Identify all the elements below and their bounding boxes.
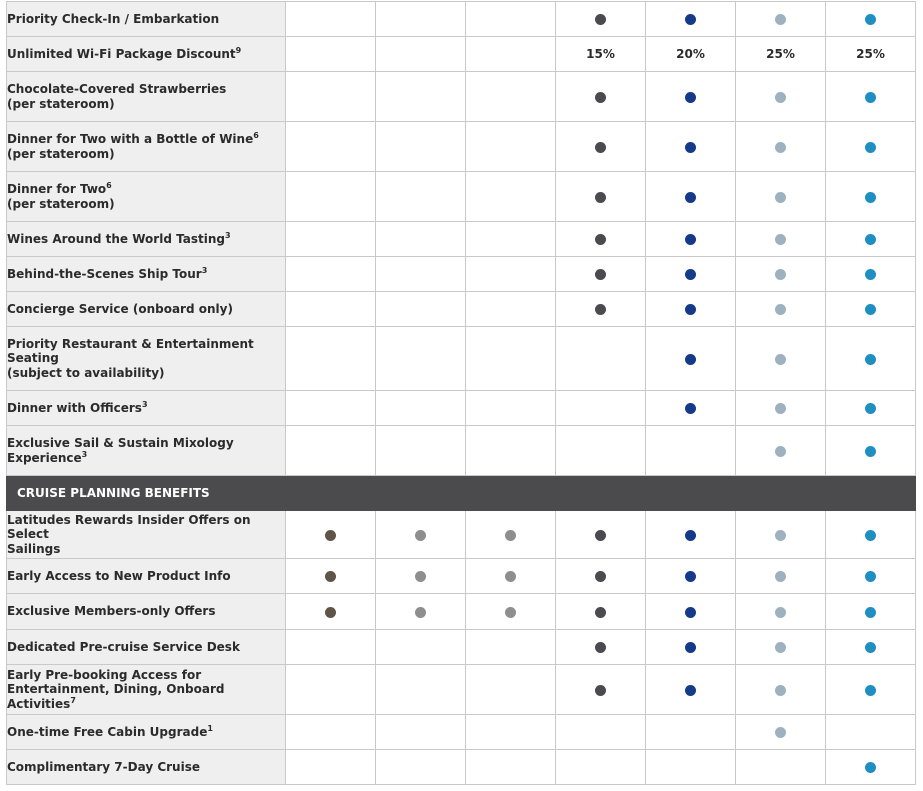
benefit-label-line <box>7 640 285 655</box>
benefit-label-text: Latitudes Rewards Insider Offers on Select <box>7 512 251 542</box>
discount-value: 25% <box>856 47 885 61</box>
benefit-label-line <box>7 267 285 282</box>
tier-cell <box>646 2 736 37</box>
tier-cell <box>646 122 736 172</box>
tier-cell <box>286 559 376 594</box>
included-dot-icon <box>865 642 876 653</box>
benefit-label <box>7 72 286 122</box>
included-dot-icon <box>865 142 876 153</box>
included-dot-icon <box>865 685 876 696</box>
included-dot-icon <box>685 304 696 315</box>
benefit-label-line <box>7 182 285 197</box>
included-dot-icon <box>775 642 786 653</box>
tier-cell <box>556 222 646 257</box>
benefit-row <box>7 630 916 665</box>
benefit-row <box>7 665 916 715</box>
included-dot-icon <box>865 269 876 280</box>
included-dot-icon <box>685 642 696 653</box>
tier-cell <box>736 72 826 122</box>
tier-cell <box>826 72 916 122</box>
included-dot-icon <box>595 685 606 696</box>
benefit-label-line <box>7 132 285 147</box>
tier-cell <box>736 630 826 665</box>
discount-value: 15% <box>586 47 615 61</box>
benefit-label-text: Behind-the-Scenes Ship Tour <box>7 266 202 281</box>
tier-cell <box>466 665 556 715</box>
included-dot-icon <box>865 304 876 315</box>
tier-cell <box>376 391 466 426</box>
included-dot-icon <box>505 530 516 541</box>
tier-cell <box>376 715 466 750</box>
tier-cell <box>466 630 556 665</box>
benefit-label <box>7 559 286 594</box>
included-dot-icon <box>775 14 786 25</box>
benefit-row <box>7 511 916 559</box>
tier-cell <box>286 37 376 72</box>
tier-cell <box>556 257 646 292</box>
tier-cell <box>646 72 736 122</box>
included-dot-icon <box>865 762 876 773</box>
tier-cell <box>646 715 736 750</box>
included-dot-icon <box>685 192 696 203</box>
tier-cell <box>826 665 916 715</box>
tier-cell <box>286 665 376 715</box>
tier-cell <box>646 327 736 391</box>
benefit-label-text: Early Access to New Product Info <box>7 568 231 583</box>
benefit-label-line <box>7 451 285 466</box>
benefit-row <box>7 750 916 785</box>
included-dot-icon <box>685 142 696 153</box>
tier-cell <box>376 750 466 785</box>
benefit-label-line <box>7 569 285 584</box>
benefit-label <box>7 594 286 630</box>
included-dot-icon <box>595 571 606 582</box>
benefit-label-text: Wines Around the World Tasting <box>7 231 225 246</box>
included-dot-icon <box>865 92 876 103</box>
benefit-label-line <box>7 682 285 711</box>
tier-cell <box>286 750 376 785</box>
benefit-label-line <box>7 760 285 775</box>
tier-cell <box>556 715 646 750</box>
included-dot-icon <box>775 269 786 280</box>
included-dot-icon <box>685 685 696 696</box>
included-dot-icon <box>325 607 336 618</box>
benefit-label-line <box>7 97 285 112</box>
benefit-label-line <box>7 436 285 451</box>
tier-cell <box>376 37 466 72</box>
included-dot-icon <box>685 234 696 245</box>
tier-cell <box>826 292 916 327</box>
benefit-label-text: Concierge Service (onboard only) <box>7 301 233 316</box>
benefit-label <box>7 222 286 257</box>
tier-cell <box>286 72 376 122</box>
tier-cell <box>556 37 646 72</box>
tier-cell <box>736 511 826 559</box>
footnote-marker: 6 <box>106 181 112 190</box>
included-dot-icon <box>775 727 786 738</box>
included-dot-icon <box>595 192 606 203</box>
tier-cell <box>466 426 556 476</box>
benefit-row <box>7 594 916 630</box>
benefit-label-text: Unlimited Wi-Fi Package Discount <box>7 46 236 61</box>
tier-cell <box>376 122 466 172</box>
benefit-label <box>7 426 286 476</box>
included-dot-icon <box>595 607 606 618</box>
benefit-label-line <box>7 542 285 557</box>
tier-cell <box>376 594 466 630</box>
tier-cell <box>826 426 916 476</box>
tier-cell <box>556 559 646 594</box>
footnote-marker: 9 <box>235 45 242 55</box>
tier-cell <box>736 172 826 222</box>
included-dot-icon <box>415 571 426 582</box>
included-dot-icon <box>865 530 876 541</box>
tier-cell <box>556 630 646 665</box>
tier-cell <box>286 327 376 391</box>
footnote-marker: 3 <box>201 265 208 275</box>
included-dot-icon <box>775 354 786 365</box>
benefit-label <box>7 172 286 222</box>
tier-cell <box>286 630 376 665</box>
tier-cell <box>646 750 736 785</box>
tier-cell <box>736 292 826 327</box>
benefit-row <box>7 327 916 391</box>
included-dot-icon <box>595 92 606 103</box>
benefit-label-text: (subject to availability) <box>7 365 165 380</box>
footnote-marker: 3 <box>141 399 148 409</box>
benefit-label <box>7 257 286 292</box>
tier-cell <box>556 511 646 559</box>
benefit-row <box>7 559 916 594</box>
tier-cell <box>556 2 646 37</box>
tier-cell <box>736 222 826 257</box>
tier-cell <box>646 665 736 715</box>
benefit-label-text: Dedicated Pre-cruise Service Desk <box>7 639 240 654</box>
included-dot-icon <box>685 403 696 414</box>
tier-cell <box>826 37 916 72</box>
tier-cell <box>736 665 826 715</box>
benefit-row <box>7 122 916 172</box>
tier-cell <box>286 222 376 257</box>
benefit-label <box>7 665 286 715</box>
tier-cell <box>286 292 376 327</box>
tier-cell <box>646 426 736 476</box>
benefit-label <box>7 122 286 172</box>
benefit-row <box>7 72 916 122</box>
included-dot-icon <box>775 234 786 245</box>
benefit-row <box>7 715 916 750</box>
benefit-label-text: Exclusive Sail & Sustain Mixology <box>7 436 234 450</box>
tier-cell <box>646 37 736 72</box>
tier-cell <box>286 511 376 559</box>
tier-cell <box>736 2 826 37</box>
tier-cell <box>466 257 556 292</box>
tier-cell <box>376 327 466 391</box>
included-dot-icon <box>505 571 516 582</box>
benefit-label-text: Complimentary 7-Day Cruise <box>7 759 200 774</box>
tier-cell <box>466 122 556 172</box>
benefit-label-text: One-time Free Cabin Upgrade <box>7 724 208 739</box>
tier-cell <box>466 715 556 750</box>
benefit-label-line <box>7 513 285 542</box>
included-dot-icon <box>595 642 606 653</box>
included-dot-icon <box>775 571 786 582</box>
tier-cell <box>826 327 916 391</box>
tier-cell <box>466 511 556 559</box>
included-dot-icon <box>775 685 786 696</box>
tier-cell <box>556 426 646 476</box>
tier-cell <box>376 222 466 257</box>
tier-cell <box>826 122 916 172</box>
included-dot-icon <box>775 446 786 457</box>
benefit-label-line <box>7 725 285 740</box>
included-dot-icon <box>685 571 696 582</box>
tier-cell <box>646 511 736 559</box>
included-dot-icon <box>595 234 606 245</box>
tier-cell <box>376 665 466 715</box>
included-dot-icon <box>775 607 786 618</box>
included-dot-icon <box>415 607 426 618</box>
tier-cell <box>376 172 466 222</box>
included-dot-icon <box>415 530 426 541</box>
benefit-label-line <box>7 147 285 162</box>
tier-cell <box>376 292 466 327</box>
benefit-label <box>7 37 286 72</box>
tier-cell <box>826 391 916 426</box>
tier-cell <box>466 327 556 391</box>
footnote-marker: 1 <box>207 723 213 733</box>
tier-cell <box>646 391 736 426</box>
benefit-label-line <box>7 12 285 27</box>
included-dot-icon <box>865 403 876 414</box>
tier-cell <box>286 715 376 750</box>
tier-cell <box>736 327 826 391</box>
tier-cell <box>466 222 556 257</box>
tier-cell <box>826 715 916 750</box>
included-dot-icon <box>685 92 696 103</box>
tier-cell <box>376 257 466 292</box>
tier-cell <box>826 630 916 665</box>
tier-cell <box>466 391 556 426</box>
footnote-marker: 3 <box>81 449 88 459</box>
benefit-label-text: Exclusive Members-only Offers <box>7 604 216 619</box>
benefit-label <box>7 391 286 426</box>
benefit-label-line <box>7 337 285 352</box>
benefit-label-text: Priority Restaurant & Entertainment <box>7 336 254 351</box>
footnote-marker: 3 <box>224 230 231 240</box>
included-dot-icon <box>775 304 786 315</box>
benefit-label <box>7 750 286 785</box>
tier-cell <box>826 511 916 559</box>
included-dot-icon <box>505 607 516 618</box>
benefits-table <box>6 1 916 785</box>
benefit-label-text: Chocolate-Covered Strawberries <box>7 82 227 96</box>
included-dot-icon <box>595 530 606 541</box>
benefit-label-line <box>7 401 285 416</box>
benefit-label-text: Entertainment, Dining, Onboard Activities <box>7 682 225 711</box>
tier-cell <box>736 426 826 476</box>
tier-cell <box>556 665 646 715</box>
tier-cell <box>556 172 646 222</box>
tier-cell <box>466 172 556 222</box>
included-dot-icon <box>325 530 336 541</box>
benefit-label-text: (per stateroom) <box>7 146 115 161</box>
included-dot-icon <box>865 14 876 25</box>
included-dot-icon <box>595 269 606 280</box>
tier-cell <box>646 630 736 665</box>
tier-cell <box>466 2 556 37</box>
benefit-row <box>7 2 916 37</box>
benefit-label-text: (per stateroom) <box>7 196 115 211</box>
included-dot-icon <box>775 192 786 203</box>
benefit-label <box>7 630 286 665</box>
included-dot-icon <box>865 571 876 582</box>
included-dot-icon <box>775 530 786 541</box>
benefit-label-line <box>7 668 285 683</box>
included-dot-icon <box>865 607 876 618</box>
benefit-label <box>7 327 286 391</box>
benefit-label-text: Seating <box>7 351 59 366</box>
included-dot-icon <box>775 142 786 153</box>
benefit-label-line <box>7 351 285 366</box>
tier-cell <box>826 257 916 292</box>
tier-cell <box>556 594 646 630</box>
benefit-label-text: Early Pre-booking Access for <box>7 667 202 682</box>
benefit-label-text: Experience <box>7 450 82 465</box>
tier-cell <box>646 257 736 292</box>
tier-cell <box>556 391 646 426</box>
tier-cell <box>376 426 466 476</box>
tier-cell <box>376 511 466 559</box>
benefit-row <box>7 172 916 222</box>
included-dot-icon <box>865 192 876 203</box>
tier-cell <box>556 122 646 172</box>
discount-value: 25% <box>766 47 795 61</box>
benefit-label-line <box>7 197 285 212</box>
section-header-row <box>7 476 916 511</box>
tier-cell <box>826 172 916 222</box>
tier-cell <box>286 257 376 292</box>
tier-cell <box>646 172 736 222</box>
included-dot-icon <box>775 403 786 414</box>
included-dot-icon <box>685 14 696 25</box>
tier-cell <box>286 172 376 222</box>
tier-cell <box>376 2 466 37</box>
tier-cell <box>736 750 826 785</box>
benefit-label-text: Dinner for Two with a Bottle of Wine <box>7 132 254 146</box>
tier-cell <box>826 594 916 630</box>
benefit-label-line <box>7 604 285 619</box>
benefit-label-text: Sailings <box>7 541 61 556</box>
tier-cell <box>736 594 826 630</box>
tier-cell <box>556 327 646 391</box>
benefit-label <box>7 292 286 327</box>
benefit-label-text: Dinner for Two <box>7 182 107 196</box>
included-dot-icon <box>325 571 336 582</box>
tier-cell <box>646 594 736 630</box>
included-dot-icon <box>685 530 696 541</box>
included-dot-icon <box>685 269 696 280</box>
benefit-label <box>7 715 286 750</box>
included-dot-icon <box>865 446 876 457</box>
tier-cell <box>286 2 376 37</box>
tier-cell <box>646 292 736 327</box>
benefit-label <box>7 2 286 37</box>
tier-cell <box>286 122 376 172</box>
tier-cell <box>466 594 556 630</box>
tier-cell <box>736 37 826 72</box>
benefit-label <box>7 511 286 559</box>
tier-cell <box>286 594 376 630</box>
included-dot-icon <box>865 234 876 245</box>
tier-cell <box>466 559 556 594</box>
tier-cell <box>826 559 916 594</box>
included-dot-icon <box>595 142 606 153</box>
tier-cell <box>736 559 826 594</box>
benefit-row <box>7 257 916 292</box>
section-title: CRUISE PLANNING BENEFITS <box>7 476 916 511</box>
tier-cell <box>736 715 826 750</box>
footnote-marker: 7 <box>70 695 76 705</box>
benefit-row <box>7 222 916 257</box>
tier-cell <box>466 72 556 122</box>
included-dot-icon <box>685 607 696 618</box>
tier-cell <box>736 122 826 172</box>
benefit-label-line <box>7 366 285 381</box>
tier-cell <box>826 750 916 785</box>
included-dot-icon <box>685 354 696 365</box>
discount-value: 20% <box>676 47 705 61</box>
tier-cell <box>286 391 376 426</box>
tier-cell <box>376 630 466 665</box>
tier-cell <box>376 72 466 122</box>
benefit-label-line <box>7 232 285 247</box>
tier-cell <box>376 559 466 594</box>
tier-cell <box>286 426 376 476</box>
benefit-label-line <box>7 302 285 317</box>
benefit-label-text: (per stateroom) <box>7 96 115 111</box>
tier-cell <box>646 559 736 594</box>
tier-cell <box>826 222 916 257</box>
benefit-label-text: Dinner with Officers <box>7 400 142 415</box>
tier-cell <box>556 292 646 327</box>
benefit-row <box>7 391 916 426</box>
tier-cell <box>466 750 556 785</box>
tier-cell <box>466 292 556 327</box>
benefit-label-line <box>7 82 285 97</box>
tier-cell <box>646 222 736 257</box>
benefits-table-body <box>7 2 916 785</box>
tier-cell <box>736 257 826 292</box>
included-dot-icon <box>595 304 606 315</box>
footnote-marker: 6 <box>253 131 259 140</box>
benefit-row <box>7 37 916 72</box>
included-dot-icon <box>595 14 606 25</box>
benefit-label-line <box>7 47 285 62</box>
tier-cell <box>556 72 646 122</box>
included-dot-icon <box>775 92 786 103</box>
tier-cell <box>736 391 826 426</box>
benefit-label-text: Priority Check-In / Embarkation <box>7 11 220 26</box>
tier-cell <box>556 750 646 785</box>
benefit-row <box>7 426 916 476</box>
tier-cell <box>826 2 916 37</box>
benefit-row <box>7 292 916 327</box>
included-dot-icon <box>865 354 876 365</box>
tier-cell <box>466 37 556 72</box>
